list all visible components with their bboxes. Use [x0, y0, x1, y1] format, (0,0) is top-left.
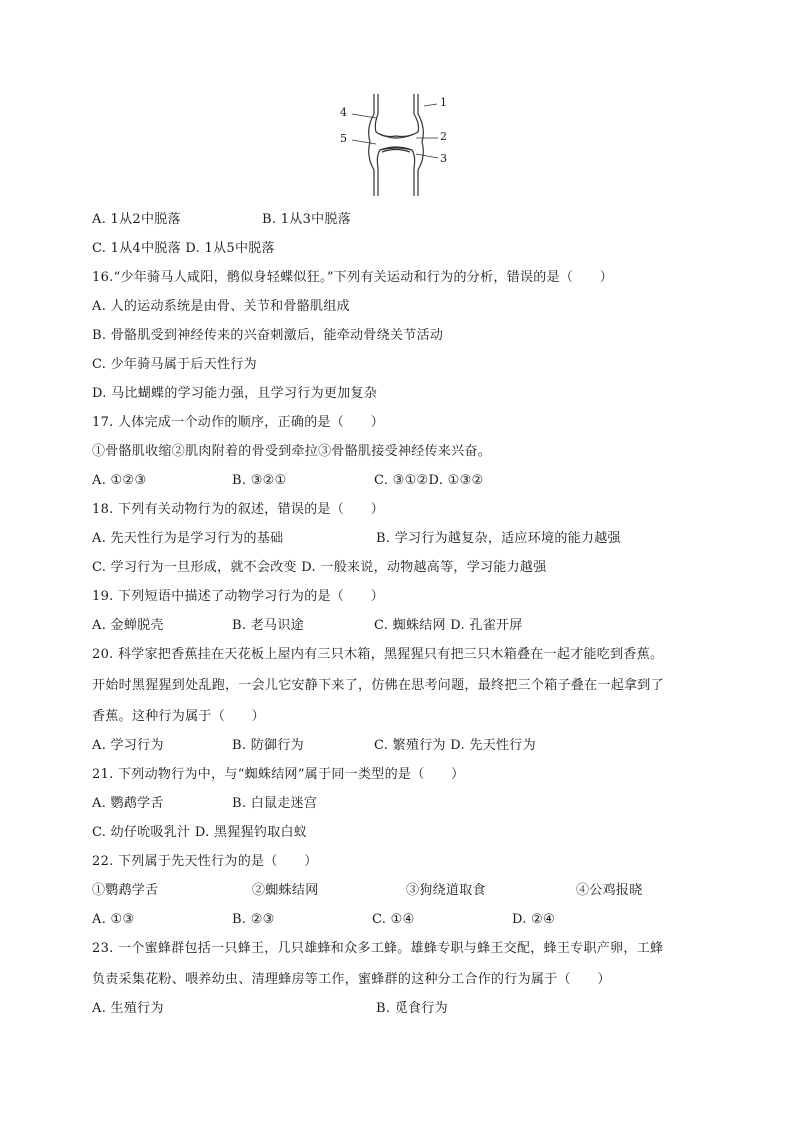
statement-3: ③狗绕道取食 [406, 883, 486, 898]
option-b: B. ②③ [232, 912, 275, 927]
option-cd: C. 蜘蛛结网 D. 孔雀开屏 [374, 618, 523, 633]
option-c: C. ①④ [372, 912, 415, 927]
option-a: A. 生殖行为 [92, 1001, 164, 1016]
option-a: A. ①②③ [92, 473, 147, 488]
option-cd: C. 繁殖行为 D. 先天性行为 [374, 738, 536, 753]
option-a: A. 先天性行为是学习行为的基础 [92, 531, 284, 546]
option-b: B. 老马识途 [232, 618, 304, 633]
statement-1: ①鹦鹉学舌 [92, 883, 159, 898]
question-16-stem: 16.“少年骑马人咸阳，鹘似身轻蝶似狂。”下列有关运动和行为的分析，错误的是（ ） [92, 270, 614, 285]
option-b: B. 学习行为越复杂，适应环境的能力越强 [376, 531, 621, 546]
option-b: B. 1从3中脱落 [262, 212, 352, 227]
question-16-option-b: B. 骨骼肌受到神经传来的兴奋刺激后，能牵动骨绕关节活动 [92, 328, 444, 343]
question-16-option-d: D. 马比蝴蝶的学习能力强，且学习行为更加复杂 [92, 386, 378, 401]
question-20-stem-3: 香蕉。这种行为属于（ ） [92, 709, 265, 724]
figure-label-2: 2 [440, 130, 447, 143]
option-b: B. 白鼠走迷宫 [232, 796, 318, 811]
statement-4: ④公鸡报晓 [576, 883, 643, 898]
knee-joint-diagram [340, 92, 452, 198]
question-20-stem-1: 20. 科学家把香蕉挂在天花板上屋内有三只木箱，黑猩猩只有把三只木箱叠在一起才能吃到香蕉。 [92, 647, 664, 662]
line-q15-options-cd: C. 1从4中脱落 D. 1从5中脱落 [92, 241, 275, 256]
option-a: A. 金蝉脱壳 [92, 618, 164, 633]
question-23-stem-1: 23. 一个蜜蜂群包括一只蜂王，几只雄蜂和众多工蜂。雄蜂专职与蜂王交配，蜂王专职产卵，工蜂 [92, 941, 664, 956]
question-20-stem-2: 开始时黑猩猩到处乱跑，一会儿它安静下来了，仿佛在思考问题，最终把三个箱子叠在一起拿到了 [92, 678, 664, 693]
question-16-option-a: A. 人的运动系统是由骨、关节和骨骼肌组成 [92, 299, 350, 314]
question-17-stem: 17. 人体完成一个动作的顺序，正确的是（ ） [92, 415, 385, 430]
question-17-statements: ①骨骼肌收缩②肌肉附着的骨受到牵拉③骨骼肌接受神经传来兴奋。 [92, 444, 492, 459]
option-a: A. 学习行为 [92, 738, 164, 753]
option-d: D. ②④ [512, 912, 556, 927]
statement-2: ②蜘蛛结网 [252, 883, 319, 898]
question-18-options-cd: C. 学习行为一旦形成，就不会改变 D. 一般来说，动物越高等，学习能力越强 [92, 560, 547, 575]
option-b: B. ③②① [232, 473, 287, 488]
option-a: A. 1从2中脱落 [92, 212, 181, 227]
option-a: A. 鹦鹉学舌 [92, 796, 164, 811]
option-b: B. 觅食行为 [376, 1001, 448, 1016]
figure-label-3: 3 [440, 152, 447, 165]
figure-label-5: 5 [340, 132, 347, 145]
figure-label-1: 1 [440, 96, 447, 109]
option-a: A. ①③ [92, 912, 135, 927]
question-18-stem: 18. 下列有关动物行为的叙述，错误的是（ ） [92, 502, 385, 517]
question-22-stem: 22. 下列属于先天性行为的是（ ） [92, 854, 318, 869]
question-21-options-cd: C. 幼仔吮吸乳汁 D. 黑猩猩钓取白蚁 [92, 825, 308, 840]
question-16-option-c: C. 少年骑马属于后天性行为 [92, 357, 257, 372]
question-21-stem: 21. 下列动物行为中，与“蜘蛛结网”属于同一类型的是（ ） [92, 767, 465, 782]
option-b: B. 防御行为 [232, 738, 304, 753]
question-19-stem: 19. 下列短语中描述了动物学习行为的是（ ） [92, 589, 385, 604]
knee-joint-drawing [340, 92, 452, 198]
question-23-stem-2: 负责采集花粉、喂养幼虫、清理蜂房等工作，蜜蜂群的这种分工合作的行为属于（ ） [92, 972, 611, 987]
option-cd: C. ③①②D. ①③② [374, 473, 484, 488]
figure-label-4: 4 [340, 106, 347, 119]
